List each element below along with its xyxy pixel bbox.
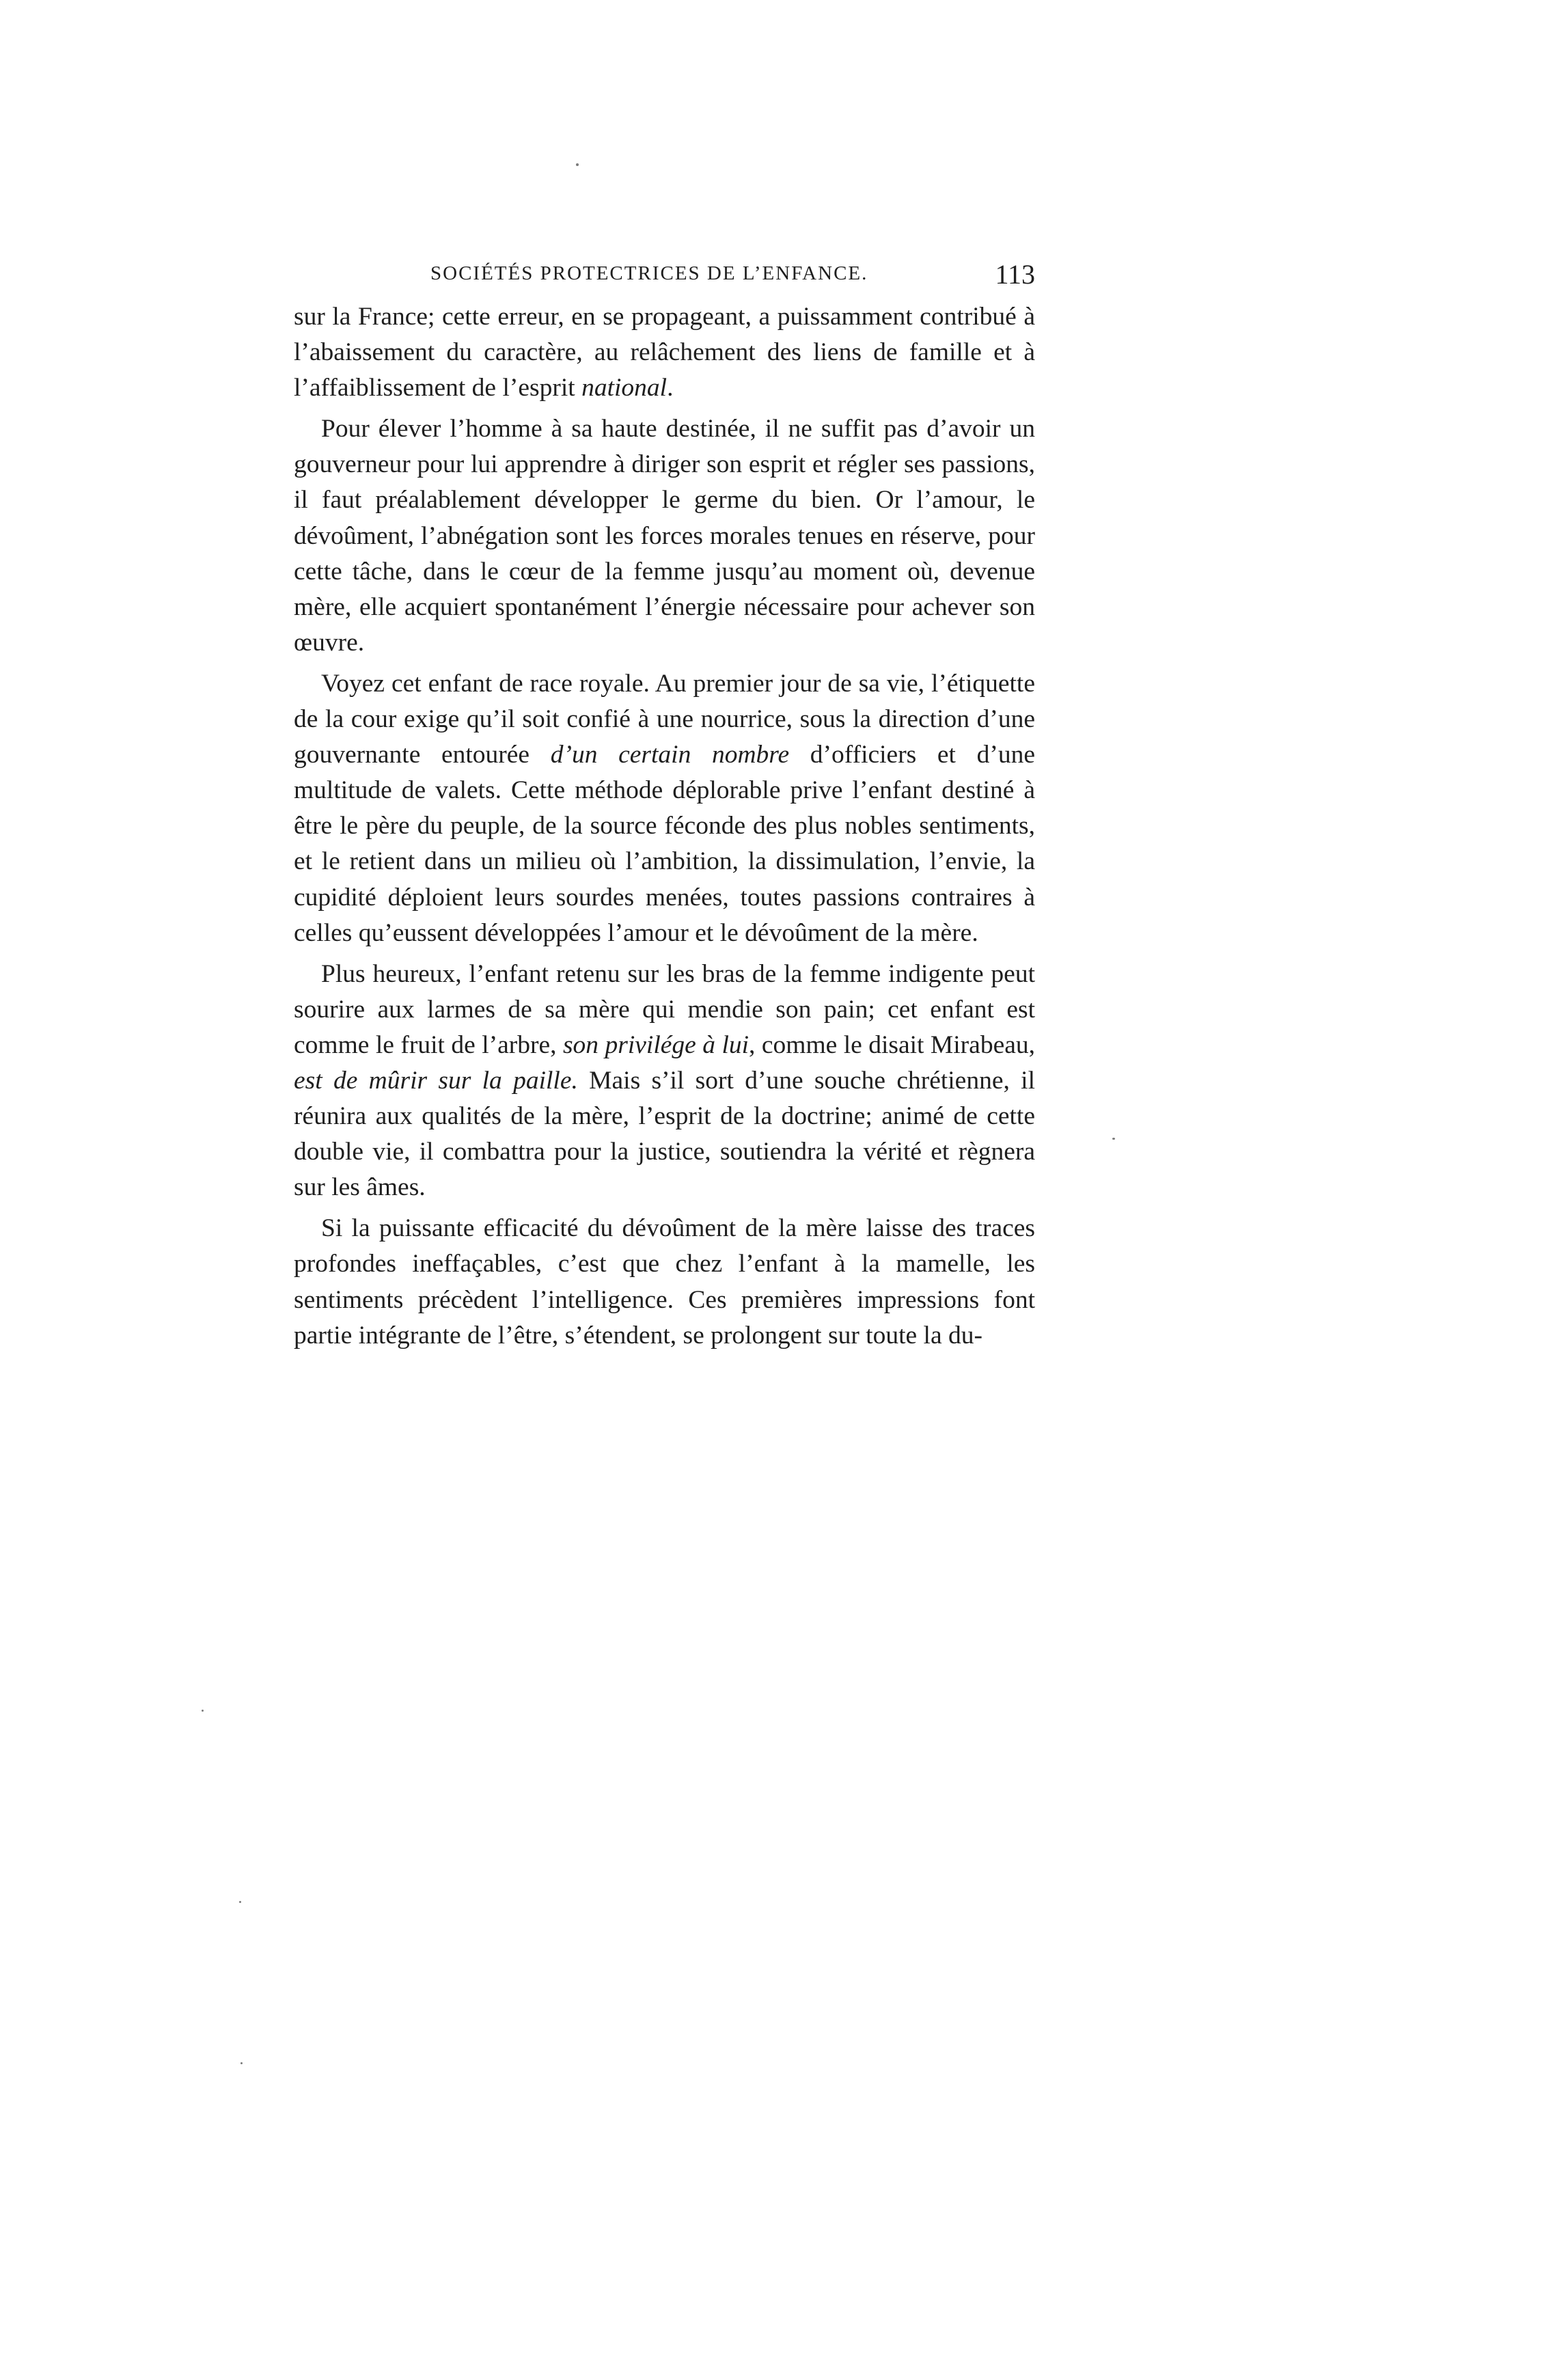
text-run: . xyxy=(667,374,674,402)
paragraph xyxy=(294,957,1035,1206)
scan-speck xyxy=(202,1710,204,1712)
text-run: , comme le disait Mirabeau, xyxy=(749,1030,1035,1059)
page-number: 113 xyxy=(995,259,1035,290)
paragraph xyxy=(294,1211,1035,1353)
italic-text-run: national xyxy=(581,374,668,402)
text-run: Mais s’il sort d’une souche chrétienne, il réunira aux qualités de la mère, l’esprit de la doctrine; animé de cette double vie, il combattra pour la justice, soutiendra la vérité et règnera sur les âmes. xyxy=(294,1066,1035,1202)
paragraph xyxy=(294,299,1035,406)
text-run: Voyez cet enfant de race royale. Au premier jour de sa vie, l’étiquette de la cour exige qu’il soit confié à une nourrice, sous la direction d’une gouvernante entourée xyxy=(294,669,1035,769)
text-run: d’officiers et d’une multitude de valets. Cette méthode déplorable prive l’enfant destiné à être le père du peuple, de la source féconde des plus nobles sentiments, et le retient dans un milieu où l’ambition, la dissimulation, l’envie, la cupidité déploient leurs sourdes menées, toutes passions contraires à celles qu’eussent développées l’amour et le dévoûment de la mère. xyxy=(294,741,1035,947)
paragraph xyxy=(294,411,1035,661)
page-header xyxy=(430,258,1035,299)
text-run: Si la puissante efficacité du dévoûment de la mère laisse des traces profondes ineffaçables, c’est que chez l’enfant à la mamelle, les sentiments précèdent l’intelligence. Ces premières impressions font partie intégrante de l’être, s’étendent, se prolongent sur toute la du- xyxy=(294,1214,1035,1350)
running-head: SOCIÉTÉS PROTECTRICES DE L’ENFANCE. xyxy=(430,262,868,284)
scan-speck xyxy=(239,1901,241,1903)
text-run: sur la France; cette erreur, en se propageant, a puissamment contribué à l’abaissement du caractère, au relâchement des liens de famille et à l’affaiblissement de l’esprit xyxy=(294,303,1035,402)
body-text xyxy=(294,299,1035,1354)
italic-text-run: son privilége à lui xyxy=(562,1030,749,1059)
italic-text-run: est de mûrir sur la paille. xyxy=(294,1066,578,1095)
scan-speck xyxy=(240,2062,243,2064)
text-run: Plus heureux, l’enfant retenu sur les bras de la femme indigente peut sourire aux larmes de sa mère qui mendie son pain; cet enfant est comme le fruit de l’arbre, xyxy=(294,959,1035,1059)
scan-speck xyxy=(1112,1138,1115,1140)
italic-text-run: d’un certain nombre xyxy=(550,741,790,769)
text-run: Pour élever l’homme à sa haute destinée, il ne suffit pas d’avoir un gouverneur pour lui apprendre à diriger son esprit et régler ses passions, il faut préalablement développer le germe du bien. Or l’amour, le dévoûment, l’abnégation sont les forces morales tenues en réserve, pour cette tâche, dans le cœur de la femme jusqu’au moment où, devenue mère, elle acquiert spontanément l’énergie nécessaire pour achever son œuvre. xyxy=(294,415,1035,657)
paragraph xyxy=(294,666,1035,951)
scan-speck xyxy=(576,163,579,166)
